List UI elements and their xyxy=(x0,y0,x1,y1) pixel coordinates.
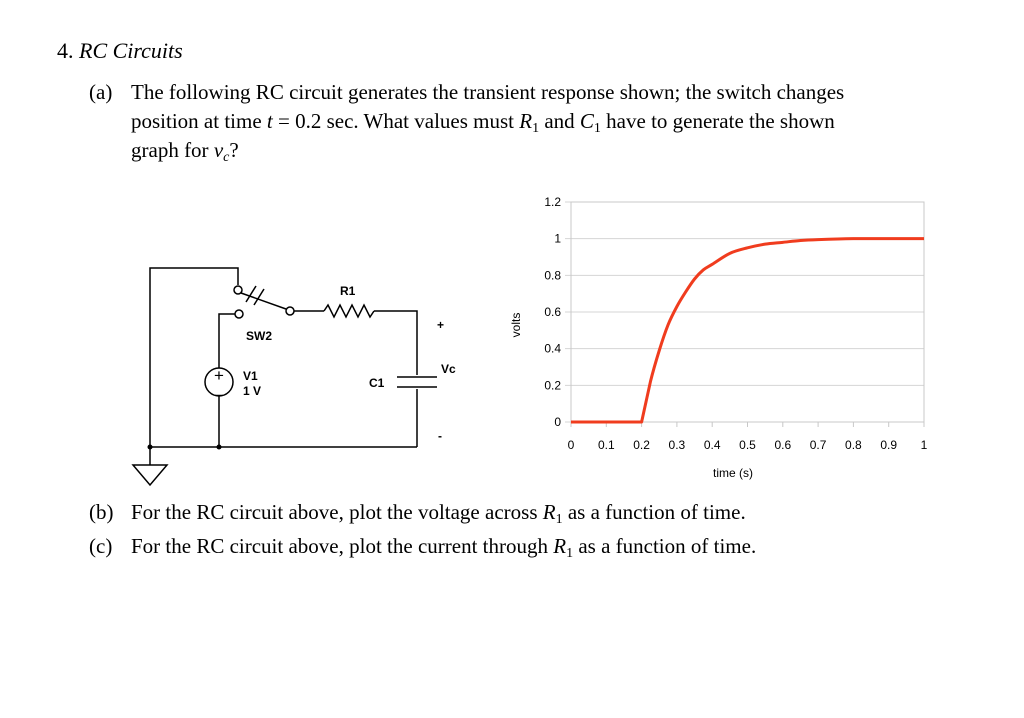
chart-y-tick-label: 1.2 xyxy=(544,195,561,209)
chart-x-tick-label: 0.2 xyxy=(633,438,650,452)
chart-y-tick-label: 0.6 xyxy=(544,305,561,319)
chart-y-tick-label: 0.2 xyxy=(544,378,561,393)
chart-y-tick-labels xyxy=(544,195,561,429)
part-b-text-start: For the RC circuit above, plot the voltage across xyxy=(131,500,543,524)
problem-number: 4. xyxy=(57,38,74,63)
output-minus-sign: - xyxy=(438,429,442,443)
c-variable: C xyxy=(579,109,594,133)
chart-x-axis-label: time (s) xyxy=(713,466,753,480)
part-c-text-end: as a function of time. xyxy=(573,534,757,558)
part-c-label: (c) xyxy=(89,534,113,558)
chart-x-tick-label: 0.9 xyxy=(880,438,898,452)
switch-label: SW2 xyxy=(246,329,273,343)
chart-x-tick-label: 0 xyxy=(567,438,575,452)
chart-x-tick-label: 0.3 xyxy=(668,438,686,452)
chart-x-tick-labels xyxy=(568,438,928,452)
v-variable: v xyxy=(213,138,224,162)
chart-y-tick-label: 0 xyxy=(554,415,561,429)
source-value: 1 V xyxy=(243,384,262,398)
chart-y-tick-label: 0.4 xyxy=(544,341,561,356)
part-a-text: = 0.2 sec. What values must xyxy=(272,109,520,133)
part-b-label: (b) xyxy=(89,500,114,524)
r-subscript: 1 xyxy=(555,512,563,527)
part-c-text-start: For the RC circuit above, plot the current through xyxy=(131,534,554,558)
chart-x-tick-label: 1 xyxy=(920,438,928,452)
t-variable: t xyxy=(266,109,273,133)
chart-x-tick-label: 0.8 xyxy=(845,438,862,452)
part-c-text xyxy=(131,532,756,561)
part-b-text xyxy=(131,498,746,527)
source-label: V1 xyxy=(243,369,258,383)
part-a-text: have to generate the shown xyxy=(600,109,835,133)
chart-series-line xyxy=(571,239,924,422)
part-a-label: (a) xyxy=(89,80,113,104)
r-subscript: 1 xyxy=(566,546,574,561)
part-a-text: ? xyxy=(229,138,239,162)
r-variable: R xyxy=(542,500,556,524)
source-minus-sign: — xyxy=(213,389,225,401)
part-a-text: and xyxy=(539,109,580,133)
v-subscript: c xyxy=(223,150,230,165)
part-a-line-1: The following RC circuit generates the transient response shown; the switch changes xyxy=(131,80,845,104)
chart-y-axis-label: volts xyxy=(509,312,523,338)
chart-x-tick-label: 0.6 xyxy=(774,438,792,452)
resistor-label: R1 xyxy=(340,284,356,298)
problem-title: RC Circuits xyxy=(79,38,183,63)
c-subscript: 1 xyxy=(593,121,601,136)
output-plus-sign: + xyxy=(437,318,445,332)
chart-x-tick-label: 0.7 xyxy=(809,438,827,452)
chart-x-tick-label: 0.1 xyxy=(597,438,615,452)
capacitor-label: C1 xyxy=(369,376,385,390)
output-label: Vc xyxy=(441,362,456,376)
parts-b-c xyxy=(0,498,1024,568)
part-b-text-end: as a function of time. xyxy=(562,500,746,524)
chart-y-tick-label: 1 xyxy=(554,231,561,246)
part-a-text: graph for xyxy=(131,138,214,162)
chart-x-tick-label: 0.5 xyxy=(739,438,756,452)
r-subscript: 1 xyxy=(532,121,540,136)
chart-gridlines xyxy=(565,202,924,427)
r-variable: R xyxy=(519,109,533,133)
chart-y-tick-label: 0.8 xyxy=(544,268,561,283)
source-plus-sign: + xyxy=(214,366,224,385)
chart-x-tick-label: 0.4 xyxy=(703,438,721,452)
part-a-text: position at time xyxy=(131,109,267,133)
r-variable: R xyxy=(553,534,567,558)
